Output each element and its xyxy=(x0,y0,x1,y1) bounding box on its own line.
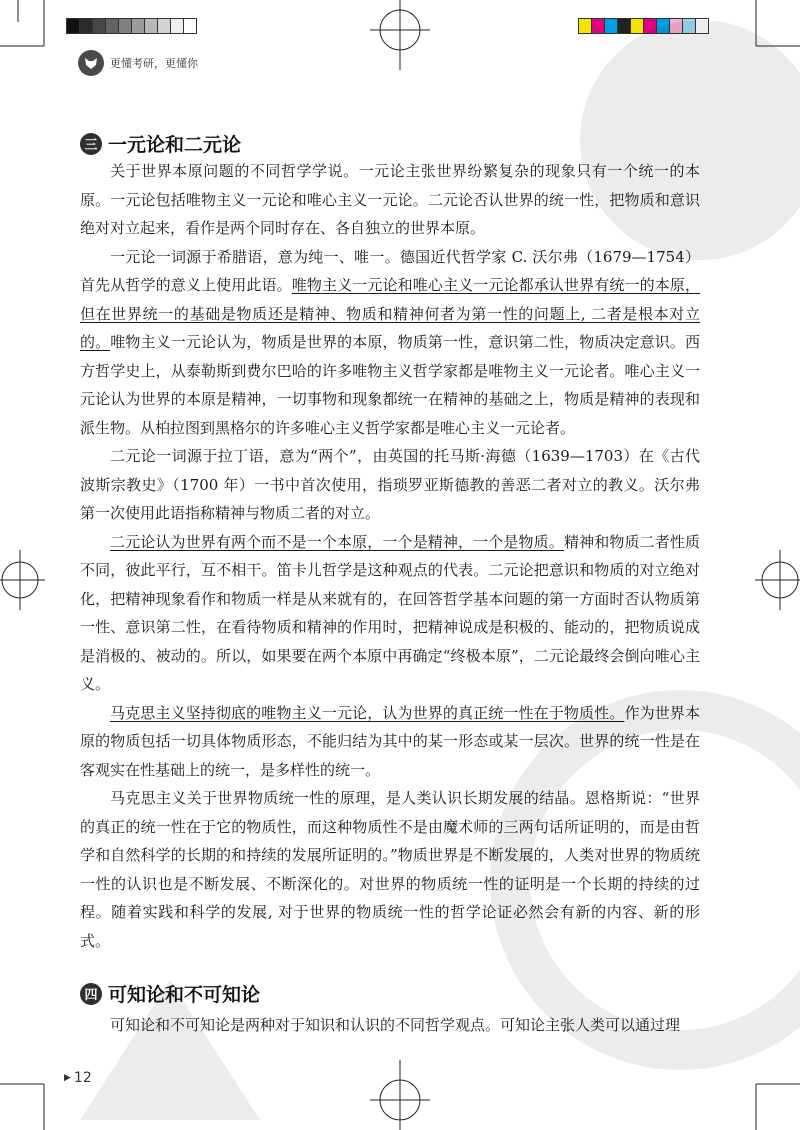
grayscale-calibration-bar xyxy=(66,18,196,34)
color-swatch xyxy=(92,18,106,34)
color-swatch xyxy=(105,18,119,34)
paragraph: 一元论一词源于希腊语，意为纯一、唯一。德国近代哲学家 C. 沃尔弗（1679—1754）首先从哲学的意义上使用此语。唯物主义一元论和唯心主义一元论都承认世界有统一的本原，但在世界统一的基础是物质还是精神、物质和精神何者为第一性的问题上, 二者是根本对立的。唯物主义一元论认为，物质是世界的本原，物质第一性，意识第二性，物质决定意识。西方哲学史上，从泰勒斯到费尔巴哈的许多唯物主义哲学家都是唯物主义一元论者。唯心主义一元论认为世界的本原是精神，一切事物和现象都统一在精神的基础之上，物质是精神的表现和派生物。从柏拉图到黑格尔的许多唯心主义哲学家都是唯心主义一元论者。 xyxy=(80,247,700,437)
page-number: ▶ 12 xyxy=(64,1070,92,1086)
registration-mark-bottom-left xyxy=(0,1070,60,1130)
color-swatch xyxy=(170,18,184,34)
color-swatch xyxy=(144,18,158,34)
color-swatch xyxy=(118,18,132,34)
paragraph: 马克思主义坚持彻底的唯物主义一元论，认为世界的真正统一性在于物质性。作为世界本原的物质包括一切具体物质形态，不能归结为其中的某一形态或某一层次。世界的统一性是在客观实在性基础上的统一，是多样性的统一。 xyxy=(80,703,700,779)
paragraph: 马克思主义关于世界物质统一性的原理，是人类认识长期发展的结晶。恩格斯说：“世界的真正的统一性在于它的物质性，而这种物质性不是由魔术师的三两句话所证明的，而是由哲学和自然科学的长期的和持续的发展所证明的。”物质世界是不断发展的，人类对世界的物质统一性的认识也是不断发展、不断深化的。对世界的物质统一性的证明是一个长期的持续的过程。随着实践和科学的发展, 对于世界的物质统一性的哲学论证必然会有新的内容、新的形式。 xyxy=(80,789,700,950)
section-title: 一元论和二元论 xyxy=(108,134,242,156)
color-swatch xyxy=(79,18,93,34)
paragraph: 二元论认为世界有两个而不是一个本原，一个是精神，一个是物质。精神和物质二者性质不同，彼此平行，互不相干。笛卡儿哲学是这种观点的代表。二元论把意识和物质的对立绝对化，把精神现象看作和物质一样是从来就有的，在回答哲学基本问题的第一方面时否认物质第一性、意识第二性，在看待物质和精神的作用时，把精神说成是积极的、能动的，把物质说成是消极的、被动的。所以，如果要在两个本原中再确定“终极本原”，二元论最终会倒向唯心主义。 xyxy=(80,532,700,693)
paragraph: 关于世界本原问题的不同哲学学说。一元论主张世界纷繁复杂的现象只有一个统一的本原。一元论包括唯物主义一元论和唯心主义一元论。二元论否认世界的统一性，把物质和意识绝对对立起来，看作是两个同时存在、各自独立的世界本原。 xyxy=(80,162,700,237)
section-heading xyxy=(80,130,241,157)
section-body xyxy=(80,157,700,955)
color-swatch xyxy=(157,18,171,34)
underlined-text: 唯物主义一元论和唯心主义一元论都承认世界有统一的本原，但在世界统一的基础是物质还是精神、物质和精神何者为第一性的问题上, 二者是根本对立的。 xyxy=(80,276,700,351)
underlined-text: 二元论认为世界有两个而不是一个本原，一个是精神，一个是物质。 xyxy=(110,532,564,551)
color-swatch xyxy=(66,18,80,34)
paragraph: 二元论一词源于拉丁语，意为“两个”，由英国的托马斯·海德（1639—1703）在《古代波斯宗教史》（1700 年）一书中首次使用，指琐罗亚斯德教的善恶二者对立的教义。沃尔弗第一次使用此语指称精神与物质二者的对立。 xyxy=(80,447,700,522)
crosshair-top xyxy=(355,0,445,70)
section-number-badge: 三 xyxy=(80,133,102,155)
fox-head-icon xyxy=(78,50,104,76)
section-number-badge: 四 xyxy=(80,983,102,1005)
crosshair-left xyxy=(0,540,50,620)
page-header xyxy=(78,50,198,76)
crosshair-bottom xyxy=(355,1060,445,1130)
header-tagline: 更懂考研，更懂你 xyxy=(110,57,198,70)
crosshair-right xyxy=(750,540,800,620)
color-swatch xyxy=(183,18,197,34)
color-swatch xyxy=(131,18,145,34)
section-title: 可知论和不可知论 xyxy=(108,984,261,1006)
paragraph: 可知论和不可知论是两种对于知识和认识的不同哲学观点。可知论主张人类可以通过理 xyxy=(110,1016,681,1034)
triangle-right-icon: ▶ xyxy=(64,1073,71,1083)
section-heading xyxy=(80,980,260,1007)
underlined-text: 马克思主义坚持彻底的唯物主义一元论，认为世界的真正统一性在于物质性。 xyxy=(110,703,625,722)
